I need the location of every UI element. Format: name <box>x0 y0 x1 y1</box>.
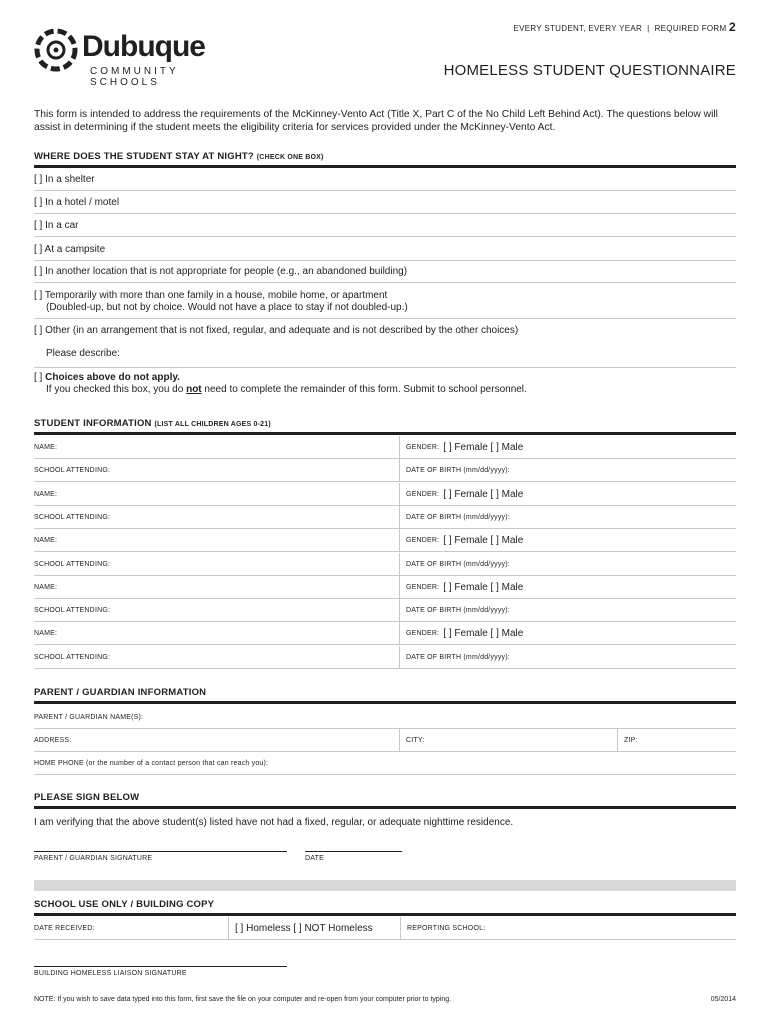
school-attending-label: SCHOOL ATTENDING: <box>34 654 111 661</box>
zip-label: ZIP: <box>624 737 638 744</box>
student-gender-field[interactable] <box>399 436 736 459</box>
none-apply-instructions: If you checked this box, you do not need to complete the remainder of this form. Submit to school personnel. <box>46 384 527 395</box>
city-field[interactable] <box>399 729 617 752</box>
doubled-up-line-1: [ ] Temporarily with more than one family in a house, mobile home, or apartment <box>34 290 388 301</box>
student-gender-label: GENDER: <box>406 491 440 498</box>
student-name-field[interactable] <box>34 576 399 599</box>
student-gender-options: [ ] Female [ ] Male <box>443 582 524 593</box>
student-name-label: NAME: <box>34 630 58 637</box>
school-attending-label: SCHOOL ATTENDING: <box>34 607 111 614</box>
student-name-label: NAME: <box>34 584 58 591</box>
night-section-heading: WHERE DOES THE STUDENT STAY AT NIGHT? (CHECK ONE BOX) <box>34 151 736 168</box>
date-of-birth-label: DATE OF BIRTH (mm/dd/yyyy): <box>406 654 510 661</box>
student-gender-field[interactable] <box>399 576 736 599</box>
student-gender-label: GENDER: <box>406 630 440 637</box>
student-gender-options: [ ] Female [ ] Male <box>443 628 524 639</box>
date-of-birth-field[interactable] <box>399 599 736 622</box>
footer-date: 05/2014 <box>710 996 736 1003</box>
logo-wordmark: Dubuque <box>82 30 205 63</box>
school-attending-label: SCHOOL ATTENDING: <box>34 514 111 521</box>
district-logo <box>34 28 244 88</box>
date-of-birth-field[interactable] <box>399 646 736 669</box>
school-attending-label: SCHOOL ATTENDING: <box>34 561 111 568</box>
logo-emblem-icon <box>34 28 78 72</box>
address-row <box>34 729 736 752</box>
option-car[interactable]: [ ] In a car <box>34 220 736 237</box>
student-name-row <box>34 622 736 645</box>
date-of-birth-label: DATE OF BIRTH (mm/dd/yyyy): <box>406 561 510 568</box>
address-label: ADDRESS: <box>34 737 72 744</box>
date-received-label: DATE RECEIVED: <box>34 925 95 932</box>
option-other-location[interactable]: [ ] In another location that is not appropriate for people (e.g., an abandoned building) <box>34 266 736 283</box>
reporting-school-label: REPORTING SCHOOL: <box>407 925 486 932</box>
student-gender-options: [ ] Female [ ] Male <box>443 535 524 546</box>
parent-signature-line[interactable] <box>34 851 287 852</box>
parent-section-heading: PARENT / GUARDIAN INFORMATION <box>34 687 736 704</box>
form-title: HOMELESS STUDENT QUESTIONNAIRE <box>443 62 736 79</box>
school-attending-field[interactable] <box>34 459 399 482</box>
student-school-row <box>34 646 736 669</box>
student-gender-options: [ ] Female [ ] Male <box>443 442 524 453</box>
student-gender-field[interactable] <box>399 529 736 552</box>
option-shelter[interactable]: [ ] In a shelter <box>34 174 736 191</box>
student-name-row <box>34 529 736 552</box>
school-attending-label: SCHOOL ATTENDING: <box>34 467 111 474</box>
home-phone-label: HOME PHONE (or the number of a contact person that can reach you): <box>34 760 269 767</box>
student-name-label: NAME: <box>34 444 58 451</box>
student-name-label: NAME: <box>34 491 58 498</box>
logo-subtitle: COMMUNITY SCHOOLS <box>90 66 179 88</box>
date-of-birth-field[interactable] <box>399 506 736 529</box>
student-name-field[interactable] <box>34 436 399 459</box>
please-describe-field[interactable]: Please describe: <box>34 348 736 368</box>
student-name-label: NAME: <box>34 537 58 544</box>
date-signature-line[interactable] <box>305 851 402 852</box>
doubled-up-line-2: (Doubled-up, but not by choice. Would not have a place to stay if not doubled-up.) <box>46 302 408 313</box>
student-gender-options: [ ] Female [ ] Male <box>443 489 524 500</box>
section-divider-bar <box>34 880 736 891</box>
sign-section-heading: PLEASE SIGN BELOW <box>34 792 736 809</box>
parent-name-row[interactable] <box>34 706 736 729</box>
parent-signature-label: PARENT / GUARDIAN SIGNATURE <box>34 855 153 862</box>
option-campsite[interactable]: [ ] At a campsite <box>34 244 736 261</box>
student-school-row <box>34 506 736 529</box>
student-school-row <box>34 459 736 482</box>
footer-note: NOTE: If you wish to save data typed into this form, first save the file on your computer and re-open from your computer prior to typing. <box>34 996 452 1003</box>
date-of-birth-label: DATE OF BIRTH (mm/dd/yyyy): <box>406 467 510 474</box>
student-name-row <box>34 436 736 459</box>
school-attending-field[interactable] <box>34 553 399 576</box>
student-gender-field[interactable] <box>399 483 736 506</box>
liaison-signature-line[interactable] <box>34 966 287 967</box>
school-attending-field[interactable] <box>34 599 399 622</box>
student-name-field[interactable] <box>34 622 399 645</box>
school-use-row <box>34 917 736 940</box>
student-gender-label: GENDER: <box>406 537 440 544</box>
parent-name-label: PARENT / GUARDIAN NAME(S): <box>34 714 144 721</box>
student-school-row <box>34 599 736 622</box>
option-doubled-up[interactable] <box>34 290 736 319</box>
school-attending-field[interactable] <box>34 506 399 529</box>
date-of-birth-field[interactable] <box>399 553 736 576</box>
student-school-row <box>34 553 736 576</box>
none-apply-label: Choices above do not apply. <box>45 372 180 383</box>
date-of-birth-label: DATE OF BIRTH (mm/dd/yyyy): <box>406 514 510 521</box>
address-field[interactable] <box>34 729 399 752</box>
school-section-heading: SCHOOL USE ONLY / BUILDING COPY <box>34 899 736 916</box>
home-phone-row[interactable] <box>34 752 736 775</box>
verification-statement: I am verifying that the above student(s) listed have not had a fixed, regular, or adequate nighttime residence. <box>34 817 514 828</box>
reporting-school-field[interactable] <box>400 917 736 940</box>
homeless-status-text: [ ] Homeless [ ] NOT Homeless <box>235 923 373 934</box>
zip-field[interactable] <box>617 729 736 752</box>
student-gender-label: GENDER: <box>406 444 440 451</box>
homeless-status-options[interactable] <box>228 917 400 940</box>
liaison-signature-label: BUILDING HOMELESS LIAISON SIGNATURE <box>34 970 187 977</box>
student-name-field[interactable] <box>34 529 399 552</box>
city-label: CITY: <box>406 737 425 744</box>
date-of-birth-label: DATE OF BIRTH (mm/dd/yyyy): <box>406 607 510 614</box>
student-section-heading: STUDENT INFORMATION (LIST ALL CHILDREN AGES 0-21) <box>34 418 736 435</box>
option-other-arrangement[interactable]: [ ] Other (in an arrangement that is not fixed, regular, and adequate and is not described by the other choices) <box>34 325 519 336</box>
option-hotel-motel[interactable]: [ ] In a hotel / motel <box>34 197 736 214</box>
student-gender-label: GENDER: <box>406 584 440 591</box>
student-name-row <box>34 483 736 506</box>
date-label: DATE <box>305 855 324 862</box>
student-name-row <box>34 576 736 599</box>
option-none-apply[interactable]: [ ] Choices above do not apply. If you checked this box, you do not need to complete the remainder of this form. Submit to school personnel. <box>34 372 736 400</box>
student-name-field[interactable] <box>34 483 399 506</box>
intro-paragraph: This form is intended to address the requirements of the McKinney-Vento Act (Title X, Part C of the No Child Left Behind Act). The questions below will assist in determining if the student meets the eligibility criteria for services provided under the McKinney-Vento Act. <box>34 109 718 133</box>
required-form-label: EVERY STUDENT, EVERY YEAR | REQUIRED FORM 2 <box>513 20 736 34</box>
student-gender-field[interactable] <box>399 622 736 645</box>
date-of-birth-field[interactable] <box>399 459 736 482</box>
school-attending-field[interactable] <box>34 646 399 669</box>
date-received-field[interactable] <box>34 917 228 940</box>
